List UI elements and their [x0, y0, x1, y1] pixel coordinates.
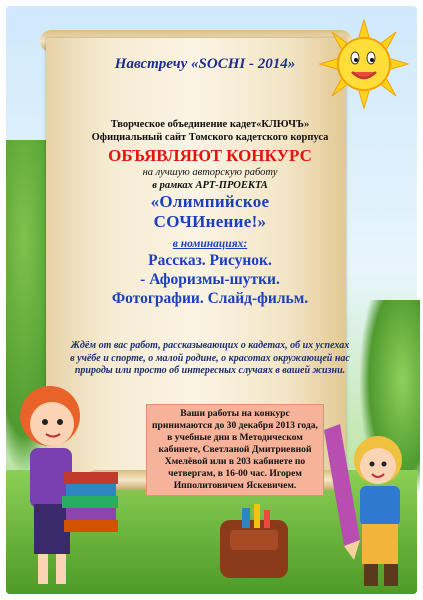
org-line-2: Официальный сайт Томского кадетского корпуса [91, 132, 329, 143]
nomination-line-1: Рассказ. Рисунок. [148, 252, 272, 269]
description-paragraph: Ждём от вас работ, рассказывающих о кадетах, об их успехах в учёбе и спорте, о малой родине, о красотах окружающей нас природы или просто об интересных случаях в вашей жизни. [70, 340, 350, 376]
project-line: в рамках АРТ-ПРОЕКТА [152, 180, 268, 191]
school-bag-icon [212, 500, 296, 584]
sun-icon [318, 18, 410, 110]
boy-with-pencil-icon [320, 420, 416, 592]
girl-with-books-icon [10, 376, 122, 594]
main-text-block [60, 118, 360, 308]
project-name-line-2: СОЧИнение!» [153, 212, 267, 231]
nominations-label: в номинациях: [172, 238, 248, 250]
best-work-line: на лучшую авторскую работу [142, 167, 278, 178]
announce-heading: ОБЪЯВЛЯЮТ КОНКУРС [108, 146, 312, 165]
poster-header-title: Навстречу «SOCHI - 2014» [114, 56, 296, 72]
project-name-line-1: «Олимпийское [150, 192, 270, 211]
nomination-line-2: - Афоризмы-шутки. [140, 271, 280, 288]
org-line-1: Творческое объединение кадет«КЛЮЧЪ» [110, 119, 310, 130]
nomination-line-3: Фотографии. Слайд-фильм. [111, 290, 309, 307]
deadline-notice: Ваши работы на конкурс принимаются до 30 декабря 2013 года, в учебные дни в Методическом кабинете, Светланой Дмитриевной Хмелёвой или в 203 кабинете по четвергам, в 16-00 час. Игорем Ипполитовичем Яскевичем. [146, 404, 324, 496]
